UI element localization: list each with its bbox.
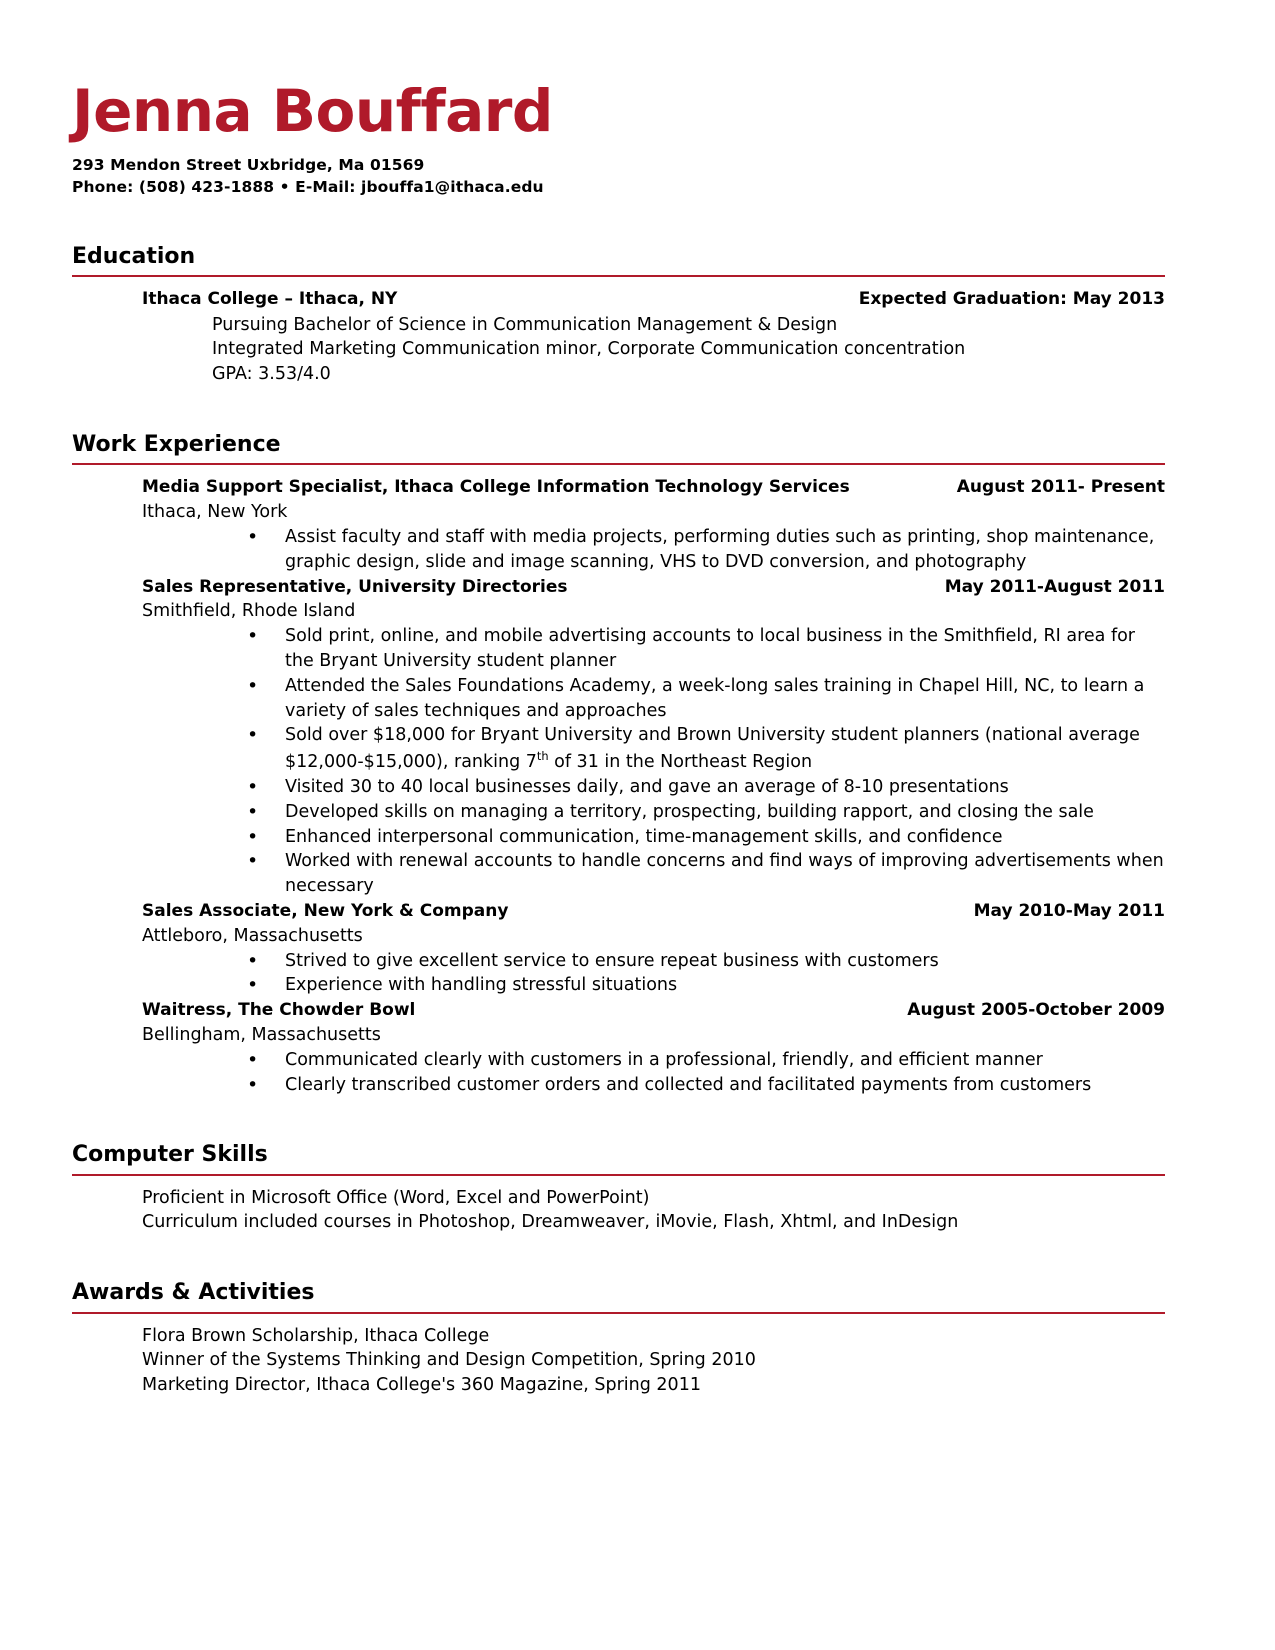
work-bullet-list [142, 949, 1165, 999]
work-bullet-list [142, 525, 1165, 575]
work-bullet-list [142, 1048, 1165, 1098]
work-job-title: Sales Representative, University Directories [142, 576, 568, 597]
section-heading-awards: Awards & Activities [72, 1280, 315, 1306]
section-divider [72, 275, 1165, 277]
work-entry-head [142, 899, 1165, 924]
list-item: • Experience with handling stressful situations [247, 973, 1165, 998]
work-job-location: Bellingham, Massachusetts [142, 1024, 381, 1045]
education-detail-line: Integrated Marketing Communication minor, Corporate Communication concentration [212, 339, 966, 360]
list-item: • Clearly transcribed customer orders and collected and facilitated payments from customers [247, 1073, 1165, 1098]
list-item: • Sold over $18,000 for Bryant University and Brown University student planners (national average $12,000-$15,000), ranking 7th of 31 in the Northeast Region [247, 723, 1165, 775]
education-detail-line: Pursuing Bachelor of Science in Communication Management & Design [212, 314, 838, 335]
education-school: Ithaca College – Ithaca, NY [142, 289, 398, 310]
work-body [72, 475, 1165, 1097]
section-education [72, 245, 1165, 387]
awards-line: Winner of the Systems Thinking and Design Competition, Spring 2010 [142, 1350, 756, 1371]
awards-body [72, 1324, 1165, 1399]
work-job-date: August 2011- Present [956, 477, 1165, 498]
section-heading-education: Education [72, 243, 196, 269]
page-title: Jenna Bouffard [72, 77, 553, 145]
work-entry-head [142, 575, 1165, 600]
section-divider [72, 463, 1165, 465]
list-item: • Attended the Sales Foundations Academy, a week-long sales training in Chapel Hill, NC, to learn a variety of sales techniques and approaches [247, 674, 1165, 724]
list-item: • Assist faculty and staff with media projects, performing duties such as printing, shop maintenance, graphic design, slide and image scanning, VHS to DVD conversion, and photography [247, 525, 1165, 575]
section-heading-skills: Computer Skills [72, 1142, 268, 1168]
education-detail-line: GPA: 3.53/4.0 [212, 364, 331, 385]
list-item: • Developed skills on managing a territory, prospecting, building rapport, and closing the sale [247, 800, 1165, 825]
skills-line: Curriculum included courses in Photoshop, Dreamweaver, iMovie, Flash, Xhtml, and InDesign [142, 1212, 959, 1233]
list-item: • Worked with renewal accounts to handle concerns and find ways of improving advertisements when necessary [247, 849, 1165, 899]
work-job-title: Sales Associate, New York & Company [142, 901, 509, 922]
work-job-date: August 2005-October 2009 [907, 1000, 1165, 1021]
list-item: • Visited 30 to 40 local businesses daily, and gave an average of 8-10 presentations [247, 775, 1165, 800]
work-job-location: Ithaca, New York [142, 501, 288, 522]
skills-body [72, 1186, 1165, 1236]
section-divider [72, 1312, 1165, 1314]
work-job-title: Media Support Specialist, Ithaca College Information Technology Services [142, 477, 850, 498]
work-entry [142, 998, 1165, 1097]
section-heading-work: Work Experience [72, 432, 281, 458]
work-job-location: Attleboro, Massachusetts [142, 925, 363, 946]
work-entry-head [142, 475, 1165, 500]
list-item: • Enhanced interpersonal communication, time-management skills, and confidence [247, 825, 1165, 850]
section-work-experience [72, 433, 1165, 1097]
list-item: • Strived to give excellent service to ensure repeat business with customers [247, 949, 1165, 974]
list-item: • Sold print, online, and mobile advertising accounts to local business in the Smithfield, RI area for the Bryant University student planner [247, 624, 1165, 674]
list-item: • Communicated clearly with customers in a professional, friendly, and efficient manner [247, 1048, 1165, 1073]
work-job-date: May 2011-August 2011 [944, 576, 1165, 597]
contact-line: Phone: (508) 423-1888 • E-Mail: jbouffa1@ithaca.edu [72, 178, 544, 197]
work-entry-head [142, 998, 1165, 1023]
section-computer-skills [72, 1143, 1165, 1235]
resume-header [72, 77, 1165, 199]
education-entry-head [142, 287, 1165, 313]
work-job-location: Smithfield, Rhode Island [142, 601, 356, 622]
education-date: Expected Graduation: May 2013 [858, 289, 1165, 310]
education-body [72, 287, 1165, 387]
work-job-date: May 2010-May 2011 [973, 901, 1165, 922]
awards-line: Flora Brown Scholarship, Ithaca College [142, 1325, 490, 1346]
work-job-title: Waitress, The Chowder Bowl [142, 1000, 416, 1021]
work-entry [142, 475, 1165, 574]
section-divider [72, 1174, 1165, 1176]
address-line: 293 Mendon Street Uxbridge, Ma 01569 [72, 156, 425, 174]
skills-line: Proficient in Microsoft Office (Word, Excel and PowerPoint) [142, 1187, 650, 1208]
work-entry [142, 575, 1165, 900]
work-entry [142, 899, 1165, 998]
work-bullet-list [142, 624, 1165, 899]
awards-line: Marketing Director, Ithaca College's 360 Magazine, Spring 2011 [142, 1375, 701, 1396]
education-details [142, 313, 1165, 388]
section-awards-activities [72, 1281, 1165, 1398]
